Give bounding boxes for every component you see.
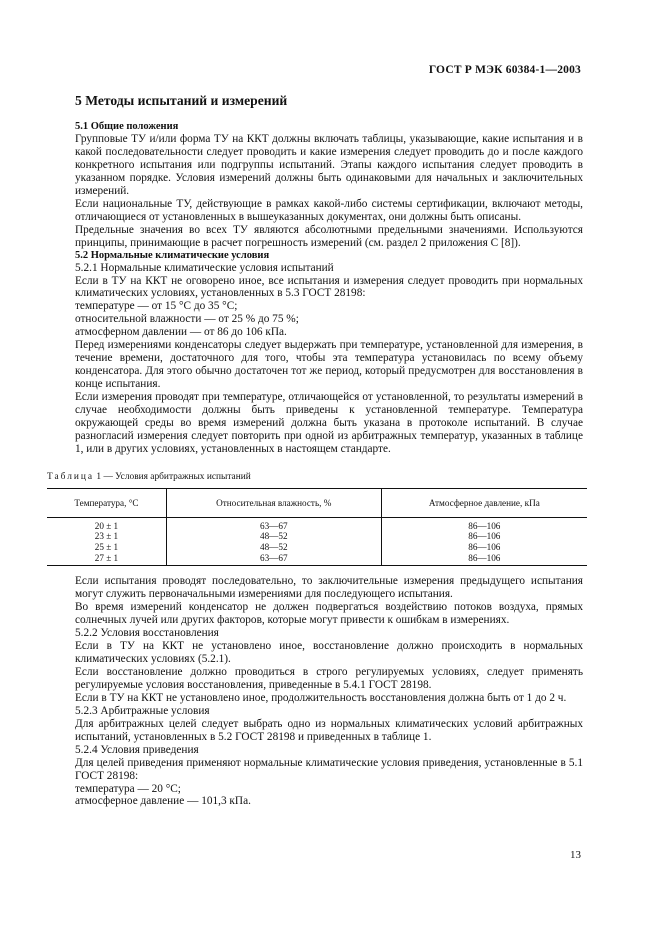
paragraph: Перед измерениями конденсаторы следует выдержать при температуре, установленной для измерения, в течение времени, достаточного для того, чтобы эта температура установилась по всему объему конденсатора. Для этого обычно достаточен тот же период, который предусмотрен для восстановления в конце испытания. <box>75 339 583 391</box>
paragraph: Если в ТУ на ККТ не установлено иное, восстановление должно происходить в нормальных климатических условиях (5.2.1). <box>75 640 583 665</box>
table-caption-word: Таблица <box>47 471 95 482</box>
table-cell: 86—106 <box>381 531 587 542</box>
subsection-5-2-2-title: 5.2.2 Условия восстановления <box>75 627 219 640</box>
table-cell: 48—52 <box>166 542 381 553</box>
paragraph: Для целей приведения применяют нормальные климатические условия приведения, установленные в 5.1 ГОСТ 28198: <box>75 756 583 782</box>
list-item: относительной влажности — от 25 % до 75 %; <box>75 313 299 326</box>
paragraph: Если измерения проводят при температуре, отличающейся от установленной, то результаты измерений в случае необходимости должны быть приведены к установленной температуре. Температура окружающей среды во время измерений должна быть указана в протоколе испытаний. В случае разногласий измерения следует повторить при одной из арбитражных температур, указанных в таблице 1, или в других условиях, установленных в настоящем стандарте. <box>75 391 583 455</box>
paragraph: Во время измерений конденсатор не должен подвергаться воздействию потоков воздуха, прямых солнечных лучей или других факторов, которые могут привести к ошибкам в измерениях. <box>75 601 583 627</box>
subsection-5-2-title: 5.2 Нормальные климатические условия <box>75 249 270 261</box>
section-title: 5 Методы испытаний и измерений <box>75 93 288 108</box>
document-code-header: ГОСТ Р МЭК 60384-1—2003 <box>428 64 581 76</box>
table-cell: 63—67 <box>166 517 381 531</box>
table-cell: 27 ± 1 <box>47 553 166 566</box>
table-header-cell: Относительная влажность, % <box>166 488 381 517</box>
table-cell: 20 ± 1 <box>94 520 119 531</box>
table-cell: 86—106 <box>381 517 587 531</box>
list-item: атмосферное давление — 101,3 кПа. <box>75 795 251 808</box>
paragraph: Если национальные ТУ, действующие в рамках какой-либо системы сертификации, включают методы, отличающиеся от установленных в вышеуказанных документах, они должны быть описаны. <box>75 197 583 223</box>
subsection-5-2-4-title: 5.2.4 Условия приведения <box>75 743 199 756</box>
table-header-cell: Атмосферное давление, кПа <box>381 488 587 517</box>
list-item: температуре — от 15 °С до 35 °С; <box>75 300 238 313</box>
page-number: 13 <box>570 849 581 861</box>
paragraph: Групповые ТУ и/или форма ТУ на ККТ должны включать таблицы, указывающие, какие испытания и в какой последовательности следует проводить и какие измерения следует проводить до и после каждого конкретного испытания или подгруппы испытаний. Этапы каждого испытания следует проводить в указанном порядке. Условия измерений должны быть одинаковыми для начальных и заключительных измерений. <box>75 133 583 197</box>
table-cell: 25 ± 1 <box>94 542 119 553</box>
table-row <box>47 531 587 542</box>
paragraph: Если в ТУ на ККТ не оговорено иное, все испытания и измерения следует проводить при нормальных климатических условиях, установленных в 5.3 ГОСТ 28198: <box>75 274 583 300</box>
table-cell: 48—52 <box>166 531 381 542</box>
table-row <box>47 517 587 531</box>
table-cell: 86—106 <box>381 542 587 553</box>
subsection-5-2-1-title: 5.2.1 Нормальные климатические условия испытаний <box>75 261 334 274</box>
table-row <box>47 553 587 566</box>
list-item: атмосферном давлении — от 86 до 106 кПа. <box>75 326 287 339</box>
table-1 <box>47 488 587 566</box>
paragraph: Если в ТУ на ККТ не установлено иное, продолжительность восстановления должна быть от 1 до 2 ч. <box>75 691 567 704</box>
table-caption-text: 1 — Условия арбитражных испытаний <box>94 471 251 482</box>
table-header-cell: Температура, °С <box>47 488 166 517</box>
list-item: температура — 20 °С; <box>75 782 181 795</box>
table-row <box>47 542 587 553</box>
table-cell: 86—106 <box>381 553 587 566</box>
paragraph: Если восстановление должно проводиться в строго регулируемых условиях, следует применять регулируемые условия восстановления, приведенные в 5.4.1 ГОСТ 28198. <box>75 665 583 691</box>
subsection-5-1-title: 5.1 Общие положения <box>75 121 179 132</box>
table-cell: 63—67 <box>166 553 381 566</box>
paragraph: Предельные значения во всех ТУ являются абсолютными предельными значениями. Используются принципы, принимающие в расчет погрешность измерений (см. раздел 2 приложения С [8]). <box>75 223 583 249</box>
table-cell: 23 ± 1 <box>94 531 119 542</box>
subsection-5-2-3-title: 5.2.3 Арбитражные условия <box>75 704 210 717</box>
main-content <box>47 93 583 808</box>
paragraph: Для арбитражных целей следует выбрать одно из нормальных климатических условий арбитражных испытаний, установленных в 5.2 ГОСТ 28198 и приведенных в таблице 1. <box>75 717 583 743</box>
post-table-section <box>75 575 583 808</box>
table-caption <box>47 472 583 482</box>
paragraph: Если испытания проводят последовательно, то заключительные измерения предыдущего испытания могут служить первоначальными измерениями для последующего испытания. <box>75 575 583 601</box>
